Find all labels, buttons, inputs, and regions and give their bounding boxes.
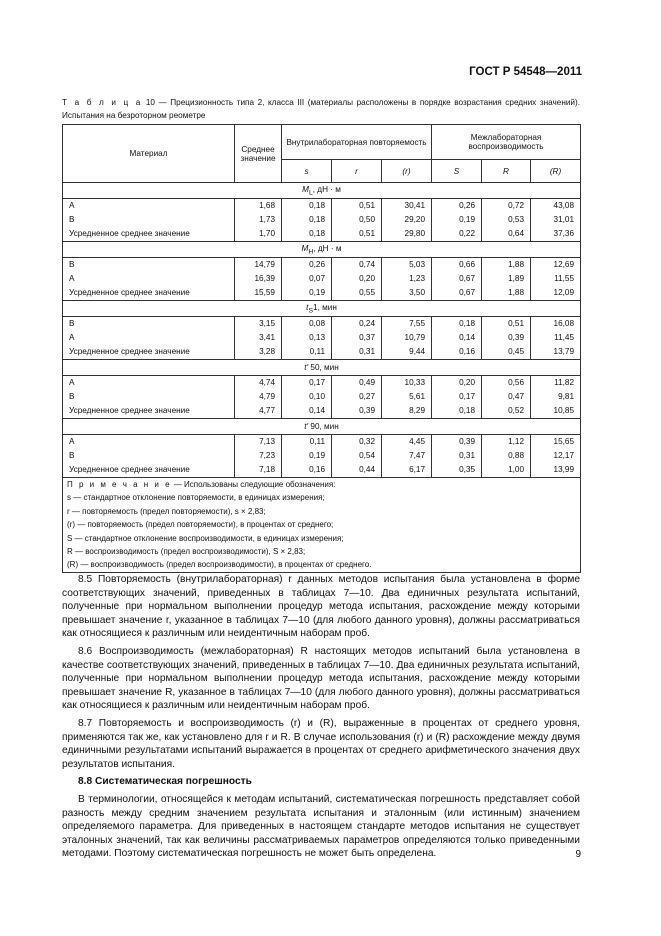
value: 7,23 [259,451,275,460]
value-cell-r [332,258,382,301]
value: 0,66 [459,260,476,269]
note-line: R — воспроизводимость (предел воспроизводимости), S × 2,83; [67,547,306,557]
section-data-row [63,376,581,419]
value-cell-s [282,199,332,242]
material-names-cell [63,199,235,242]
value: 1,73 [259,215,275,224]
material-name: A [69,274,75,283]
value-cell-r-pct [382,199,432,242]
value-cell-s [282,317,332,360]
section-title [63,419,581,435]
value: 5,61 [409,392,426,401]
value: 3,28 [259,347,275,356]
value-cell-r-pct [382,258,432,301]
value: 0,51 [359,229,375,238]
value: 0,56 [508,378,525,387]
value: 0,11 [309,347,325,356]
section-title [63,242,581,258]
material-name: A [69,201,75,210]
value-cell-R [482,258,531,301]
value: 11,55 [554,274,575,283]
value: 0,18 [459,319,476,328]
value: 13,99 [553,465,575,474]
value: 10,33 [404,378,426,387]
value: 0,64 [508,229,525,238]
col-R: R [482,160,531,183]
material-name: Усредненное среднее значение [69,347,190,356]
col-r-pct: (r) [382,160,432,183]
page-number: 9 [575,849,581,860]
value-cell-r-pct [382,317,432,360]
value: 4,74 [259,378,275,387]
value: 0,26 [459,201,476,210]
caption-text: 10 — Прецизионность типа 2, класса III (материалы расположены в порядке возрастания средних значений). Испытания на безроторном реометре [62,98,580,120]
material-name: B [69,392,75,401]
value: 0,53 [508,215,525,224]
value: 0,14 [309,406,325,415]
col-material: Материал [63,125,235,183]
value-cell-r [332,199,382,242]
value: 0,14 [459,333,476,342]
section-title-unit: 1, мин [313,302,337,312]
value: 1,00 [508,465,525,474]
value-cell-S [432,376,482,419]
value: 0,16 [309,465,325,474]
section-header-row [63,301,581,317]
section-title [63,301,581,317]
note-line: (r) — повторяемость (предел повторяемости), в процентах от среднего; [67,520,334,530]
value-cell-S [432,258,482,301]
value-cell-S [432,199,482,242]
value: 1,70 [259,229,275,238]
table-note [63,478,581,573]
value: 30,41 [404,201,426,210]
value: 8,29 [409,406,426,415]
value: 43,08 [553,201,575,210]
section-data-row [63,317,581,360]
value: 4,45 [409,437,426,446]
value: 0,20 [459,378,476,387]
value: 0,08 [309,319,325,328]
value: 0,50 [359,215,375,224]
value: 0,10 [309,392,325,401]
note-line: s — стандартное отклонение повторяемости, в единицах измерения; [67,493,325,503]
col-mean: Среднее значение [235,125,282,183]
material-name: B [69,451,75,460]
value-cell-r [332,376,382,419]
value: 0,55 [359,288,375,297]
value: 0,39 [508,333,525,342]
value: 4,77 [259,406,275,415]
value-cell-R-pct [531,317,581,360]
value: 6,17 [409,465,426,474]
value: 15,59 [254,288,275,297]
value: 0,37 [359,333,375,342]
value: 0,39 [459,437,476,446]
value: 5,03 [409,260,426,269]
value: 7,18 [259,465,275,474]
value: 0,44 [359,465,375,474]
value: 0,31 [459,451,476,460]
value: 1,12 [508,437,525,446]
material-name: B [69,260,75,269]
section-header-row [63,419,581,435]
section-title-subscript: H [308,248,314,256]
value: 0,49 [359,378,375,387]
value-cell-R-pct [531,258,581,301]
note-line: r — повторяемость (предел повторяемости), s × 2,83; [67,506,266,516]
value: 1,23 [409,274,426,283]
material-name: A [69,378,75,387]
value: 0,11 [309,437,325,446]
value: 7,13 [259,437,275,446]
material-name: Усредненное среднее значение [69,229,190,238]
value: 3,50 [409,288,426,297]
value: 0,19 [309,451,325,460]
value: 0,74 [359,260,375,269]
section-title-unit: 90, мин [308,422,339,431]
value: 31,01 [553,215,575,224]
value: 0,88 [508,451,525,460]
value: 37,36 [553,229,575,238]
value: 0,51 [508,319,525,328]
material-name: A [69,437,75,446]
standard-number: ГОСТ Р 54548—2011 [469,66,582,78]
col-group-intra: Внутрилабораторная повторяемость [282,125,432,160]
value: 0,26 [309,260,325,269]
value: 0,72 [508,201,525,210]
value: 10,79 [404,333,426,342]
material-name: Усредненное среднее значение [69,465,190,474]
note-line: (R) — воспроизводимость (предел воспроизводимости), в процентах от среднего. [67,560,372,570]
section-title-unit: , дН · м [312,184,341,194]
value: 29,20 [404,215,426,224]
note-line: S — стандартное отклонение воспроизводимости, в единицах измерения; [67,533,344,543]
note-intro: — Использованы следующие обозначения: [173,480,336,489]
section-title-symbol: t' [304,422,309,431]
value: 16,39 [254,274,275,283]
value: 9,81 [558,392,575,401]
value: 0,47 [508,392,525,401]
section-title-symbol: M [302,184,309,194]
material-name: Усредненное среднее значение [69,406,190,415]
value: 0,54 [359,451,375,460]
col-group-inter: Межлабораторная воспроизводимость [432,125,581,160]
value: 3,41 [259,333,275,342]
value: 7,47 [409,451,426,460]
value-cell-r [332,317,382,360]
paragraph-8-8: В терминологии, относящейся к методам испытаний, систематическая погрешность представляет собой разность между средним значением результата испытания и эталонным (или истинным) значением определяемого параметра. Для приведенных в настоящем стандарте методов испытания не существует эталонных значений, так как величины рассматриваемых параметров определяются только приведенными методами. Поэтому систематическая погрешность не может быть определена. [62,793,580,860]
value-cell-mean [235,199,282,242]
material-name: A [69,333,75,342]
note-title: П р и м е ч а н и е [67,480,172,489]
value: 0,31 [359,347,375,356]
value-cell-mean [235,376,282,419]
table-caption [62,96,580,122]
value-cell-R-pct [531,376,581,419]
material-names-cell [63,317,235,360]
value-cell-R [482,317,531,360]
value-cell-R-pct [531,199,581,242]
value-cell-r-pct [382,376,432,419]
section-title-unit: 50, мин [308,363,339,372]
value: 0,52 [508,406,525,415]
value-cell-R-pct [531,435,581,478]
section-data-row [63,258,581,301]
caption-label: Т а б л и ц а [62,98,143,107]
value: 0,67 [459,288,476,297]
section-data-row [63,435,581,478]
value-cell-s [282,435,332,478]
heading-8-8: 8.8 Систематическая погрешность [78,776,252,788]
value: 0,17 [459,392,476,401]
material-names-cell [63,258,235,301]
section-header-row [63,242,581,258]
value: 0,17 [309,378,325,387]
value-cell-s [282,376,332,419]
precision-table [62,124,581,573]
value-cell-R [482,376,531,419]
paragraph-8-6: 8.6 Воспроизводимость (межлабораторная) R настоящих методов испытаний была установлена в качестве соответствующих значений, приведенных в таблицах 7—10. Два единичных результата испытаний, полученные при нормальном выполнении процедур метода испытания, расхождение между которыми превышает значение R, указанное в таблицах 7—10 (для любого данного уровня), должны рассматриваться как относящиеся к различным или неидентичным наборам проб. [62,645,580,712]
value: 0,35 [459,465,476,474]
value: 12,17 [553,451,575,460]
body-text [62,573,580,865]
value: 0,19 [459,215,476,224]
col-r: r [332,160,382,183]
value-cell-R [482,199,531,242]
value: 11,82 [554,378,575,387]
value: 0,18 [309,229,325,238]
value: 12,09 [553,288,575,297]
value: 1,88 [508,288,525,297]
value: 0,32 [359,437,375,446]
value: 0,51 [359,201,375,210]
value: 0,39 [359,406,375,415]
value: 9,44 [409,347,426,356]
section-title-symbol: M [301,243,309,253]
value: 0,18 [459,406,476,415]
value-cell-S [432,435,482,478]
material-name: B [69,215,75,224]
value-cell-r [332,435,382,478]
section-header-row [63,183,581,199]
col-S: S [432,160,482,183]
section-title [63,360,581,376]
value: 0,22 [459,229,476,238]
value: 1,68 [259,201,275,210]
value: 16,08 [553,319,575,328]
value: 0,27 [359,392,375,401]
value: 13,79 [553,347,575,356]
value: 0,18 [309,215,325,224]
value-cell-R [482,435,531,478]
value-cell-r-pct [382,435,432,478]
value: 14,79 [254,260,275,269]
value: 4,79 [259,392,275,401]
value-cell-S [432,317,482,360]
section-title [63,183,581,199]
value: 0,19 [309,288,325,297]
paragraph-8-7: 8.7 Повторяемость и воспроизводимость (r) и (R), выраженные в процентах от среднего уровня, применяются так же, как установлено для r и R. В случае использования (r) и (R) расхождение между двумя единичными результатами испытаний выражается в процентах от среднего арифметического значения двух результатов испытания. [62,717,580,770]
value: 0,67 [459,274,476,283]
value: 7,55 [409,319,426,328]
section-title-symbol: t [306,302,309,312]
value-cell-mean [235,258,282,301]
value-cell-mean [235,435,282,478]
col-s: s [282,160,332,183]
section-title-subscript: S [308,307,314,315]
value: 0,24 [359,319,375,328]
section-header-row [63,360,581,376]
value: 0,07 [309,274,325,283]
material-name: B [69,319,75,328]
material-names-cell [63,435,235,478]
value-cell-s [282,258,332,301]
value: 0,20 [359,274,375,283]
section-data-row [63,199,581,242]
section-title-unit: , дН · м [313,243,342,253]
value: 11,45 [554,333,575,342]
section-title-subscript: L [308,189,313,197]
value: 0,18 [309,201,325,210]
value: 29,80 [404,229,426,238]
value: 0,45 [508,347,525,356]
value: 3,15 [259,319,275,328]
value: 1,88 [508,260,525,269]
value: 12,69 [553,260,575,269]
value: 15,65 [553,437,575,446]
value: 1,89 [508,274,525,283]
value: 0,16 [459,347,476,356]
value: 10,85 [553,406,575,415]
value-cell-mean [235,317,282,360]
material-name: Усредненное среднее значение [69,288,190,297]
material-names-cell [63,376,235,419]
value: 0,13 [309,333,325,342]
paragraph-8-5: 8.5 Повторяемость (внутрилабораторная) r данных методов испытания была установлена в форме соответствующих значений, приведенных в таблицах 7—10. Два единичных результата испытаний, полученные при нормальном выполнении процедур метода испытания, расхождение между которыми превышает значение r, указанное в таблицах 7—10 (для любого данного уровня), должны рассматриваться как относящиеся к различным или неидентичным наборам проб. [62,574,580,640]
col-R-pct: (R) [531,160,581,183]
section-title-symbol: t' [304,363,309,372]
